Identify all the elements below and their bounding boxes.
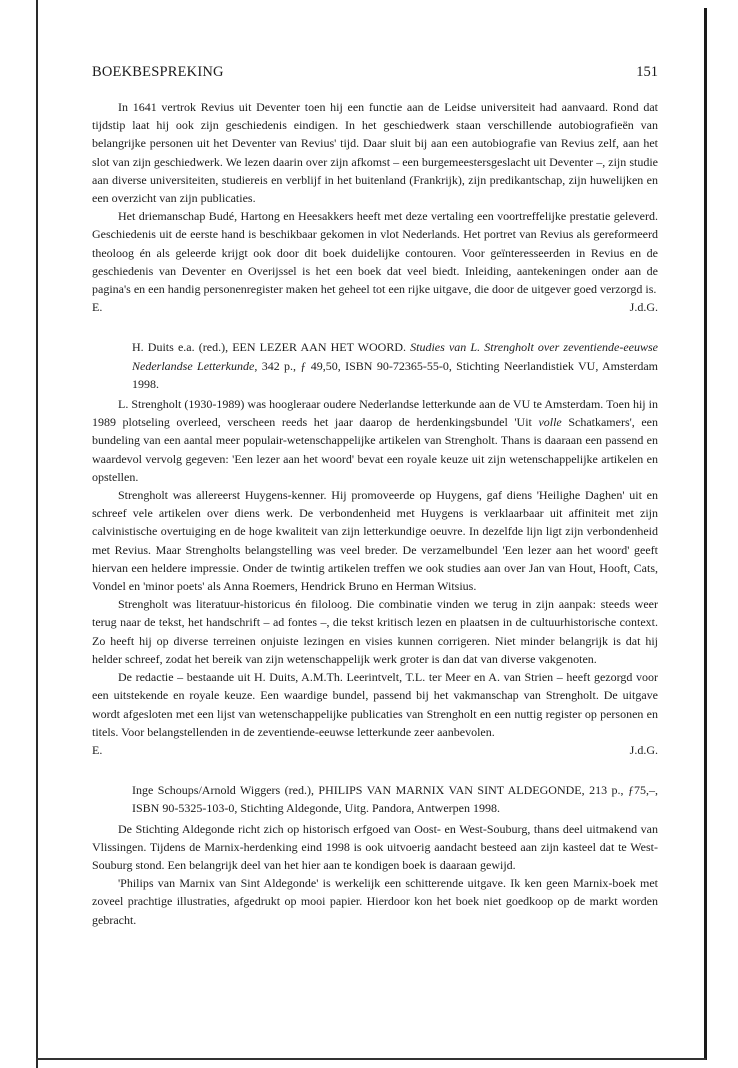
emphasis: volle [538,415,562,430]
citation-details: , 342 p., ƒ 49,50, ISBN 90-72365-55-0, Stichting Neerlandistiek VU, Amsterdam 1998. [132,358,658,391]
paragraph: Het driemanschap Budé, Hartong en Heesakkers heeft met deze vertaling een voortreffelijke prestatie geleverd. Geschiedenis uit de eerste hand is beschikbaar gekomen in vlot Nederlands. Het portret van Revius als gereformeerd theoloog én als geleerde krijgt ook door dit boek duidelijke contouren. Voor geïnteresseerden in Revius en de geschiedenis van Deventer en Overijssel is het een boek dat veel biedt. Inleiding, aantekeningen onder aan de pagina's en een handig personenregister maken het geheel tot een rijke uitgave, die door de uitgever goed verzorgd is. [92,209,658,297]
paragraph: De Stichting Aldegonde richt zich op historisch erfgoed van Oost- en West-Souburg, thans deel uitmakend van Vlissingen. Tijdens de Marnix-herdenking eind 1998 is ook uitvoerig aandacht besteed aan zijn kasteel dat te West-Souburg stond. Een belangrijk deel van het hier aan te kondigen boek is daaraan gewijd. [92,821,658,872]
signature-left: E. [92,742,103,757]
page-content [92,98,658,929]
running-title: BOEKBESPREKING [92,64,224,80]
signature-right: J.d.G. [629,300,658,315]
scan-right-edge [704,8,707,1060]
review-marnix [92,781,658,929]
page-number: 151 [636,64,658,80]
paragraph-text: L. Strengholt (1930-1989) was hoogleraar oudere Nederlandse letterkunde aan de VU te Amsterdam. Toen hij in 1989 plotseling overleed, verscheen reeds het jaar daarop de herdenkingsbundel 'Uit [92,397,658,430]
book-citation [92,338,658,393]
signature-right: J.d.G. [629,742,658,757]
scan-bottom-edge [36,1058,706,1060]
paragraph: 'Philips van Marnix van Sint Aldegonde' is werkelijk een schitterende uitgave. Ik ken geen Marnix-boek met zoveel prachtige illustraties, afgedrukt op mooi papier. Hierdoor kon het boek niet goedkoop op de markt worden gebracht. [92,876,658,927]
signature-left: E. [92,300,103,315]
paragraph: In 1641 vertrok Revius uit Deventer toen hij een functie aan de Leidse universiteit had aanvaard. Rond dat tijdstip laat hij ook zijn geschiedenis eindigen. In het geschiedwerk staan verschillende autobiografieën van belangrijke personen uit het Deventer van Revius' tijd. Daar sluit bij aan een autobiografie van Revius zelf, aan het slot van zijn geschiedwerk. We lezen daarin over zijn afkomst – een burgemeestersgeslacht uit Deventer –, zijn studie aan diverse universiteiten, studiereis en verblijf in het buitenland (Frankrijk), zijn predikantschap, zijn huwelijken en een overzicht van zijn publicaties. [92,100,658,206]
citation-text: H. Duits e.a. (red.), EEN LEZER AAN HET WOORD. [132,340,411,355]
citation-subtitle: Studies van L. Strengholt over zeventiende-eeuwse Nederlandse Letterkunde [132,340,659,373]
scan-left-edge [36,0,38,1068]
page-header [92,64,658,86]
book-citation: Inge Schoups/Arnold Wiggers (red.), PHILIPS VAN MARNIX VAN SINT ALDEGONDE, 213 p., ƒ75,–, ISBN 90-5325-103-0, Stichting Aldegonde, Uitg. Pandora, Antwerpen 1998. [132,783,658,816]
paragraph [92,395,658,486]
signature [92,741,658,759]
signature [92,298,658,316]
paragraph-text: Schatkamers', een bundeling van een aantal meer populair-wetenschappelijke artikelen van Strengholt. Thans is daaraan een passend en waardevol vervolg gegeven: 'Een lezer aan het woord' bevat een royale keuze uit zijn wetenschappelijke artikelen en opstellen. [92,415,658,484]
paragraph: Strengholt was allereerst Huygens-kenner. Hij promoveerde op Huygens, gaf diens 'Heilighe Daghen' uit en schreef vele artikelen over diens werk. De verbondenheid met Huygens is verklaarbaar uit affiniteit met zijn calvinistische overtuiging en de hoge kwaliteit van zijn letterkundige oeuvre. In dezelfde lijn ligt zijn verbondenheid met Revius. Maar Strengholts belangstelling was veel breder. De verzamelbundel 'Een lezer aan het woord' geeft hiervan een heldere impressie. Onder de twintig artikelen treffen we ook studies aan over Jan van Hout, Hooft, Cats, Vondel en 'minor poets' als Anna Roemers, Hendrick Bruno en Herman Witsius. [92,488,658,594]
review-revius [92,98,658,316]
paragraph: De redactie – bestaande uit H. Duits, A.M.Th. Leerintvelt, T.L. ter Meer en A. van Strien – heeft gezorgd voor een uitstekende en royale keuze. Een waardige bundel, passend bij het vakmanschap van Strengholt. De uitgave wordt afgesloten met een lijst van wetenschappelijke publicaties van Strengholt en een nuttig register op personen en titels. Voor belangstellenden in de zeventiende-eeuwse letterkunde zeer aanbevolen. [92,670,658,739]
paragraph: Strengholt was literatuur-historicus én filoloog. Die combinatie vinden we terug in zijn aanpak: steeds weer terug naar de tekst, het handschrift – ad fontes –, die tekst kritisch lezen en plaatsen in de cultuurhistorische context. Zo heeft hij op diverse terreinen onjuiste lezingen en visies kunnen corrigeren. Niet minder belangrijk is dat hij helder schreef, zodat het bereik van zijn wetenschappelijk werk groter is dan dat van diverse vakgenoten. [92,597,658,666]
review-strengholt [92,338,658,759]
